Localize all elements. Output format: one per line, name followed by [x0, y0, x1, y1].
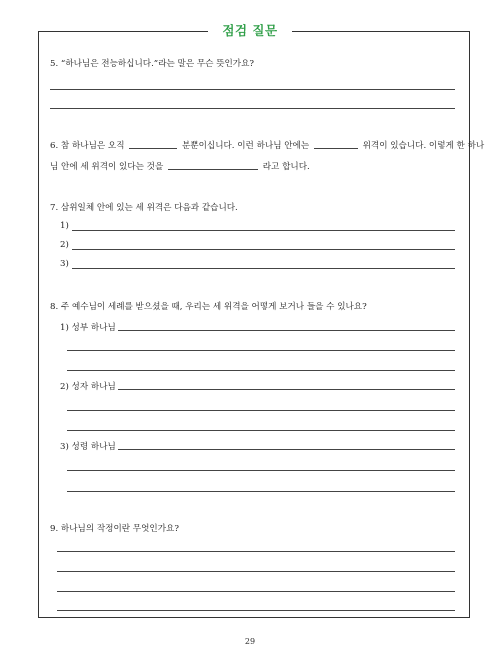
q6-blank-term[interactable] — [168, 160, 258, 170]
title-container — [0, 20, 500, 39]
question-8: 8. 주 예수님이 세례를 받으셨을 때, 우리는 세 위격을 어떻게 보거나 들을 수 있나요? — [50, 302, 367, 312]
q7-item-3-label: 3) — [60, 259, 69, 269]
q6-text-5: 라고 합니다. — [262, 162, 310, 172]
q6-blank-count[interactable] — [129, 139, 177, 149]
q8-father-line-2[interactable] — [67, 350, 455, 351]
q8-spirit-line-1[interactable] — [118, 449, 455, 450]
page-title: 점검 질문 — [208, 21, 291, 39]
q7-item-1-line[interactable] — [72, 230, 455, 231]
answer-line-q9-2[interactable] — [57, 571, 455, 572]
q8-son-line-1[interactable] — [118, 389, 455, 390]
q6-text-2: 분뿐이십니다. 이런 하나님 안에는 — [181, 141, 310, 151]
q6-text-1: 6. 참 하나님은 오직 — [50, 141, 125, 151]
q8-spirit-line-3[interactable] — [67, 491, 455, 492]
q8-father-line-1[interactable] — [118, 330, 455, 331]
q7-item-1-label: 1) — [60, 221, 69, 231]
q6-text-3: 위격이 있습니다. 이렇게 한 하나 — [362, 141, 485, 151]
answer-line-q5-2[interactable] — [50, 108, 455, 109]
q8-spirit-line-2[interactable] — [67, 470, 455, 471]
question-7: 7. 삼위일체 안에 있는 세 위격은 다음과 같습니다. — [50, 203, 238, 213]
question-5: 5. “하나님은 전능하십니다.”라는 말은 무슨 뜻인가요? — [50, 59, 255, 69]
question-6-line-1 — [50, 139, 484, 151]
answer-line-q9-4[interactable] — [57, 610, 455, 611]
q8-father-line-3[interactable] — [67, 370, 455, 371]
q7-item-2-line[interactable] — [72, 249, 455, 250]
question-6-line-2 — [50, 160, 310, 172]
q8-spirit-label: 3) 성령 하나님 — [60, 442, 116, 452]
q8-son-line-3[interactable] — [67, 430, 455, 431]
q8-son-label: 2) 성자 하나님 — [60, 382, 116, 392]
answer-line-q9-1[interactable] — [57, 551, 455, 552]
q8-father-label: 1) 성부 하나님 — [60, 323, 116, 333]
q7-item-3-line[interactable] — [72, 268, 455, 269]
q6-text-4: 님 안에 세 위격이 있다는 것을 — [50, 162, 164, 172]
q6-blank-persons[interactable] — [314, 139, 358, 149]
question-9: 9. 하나님의 작정이란 무엇인가요? — [50, 524, 179, 534]
page-number: 29 — [244, 637, 256, 646]
answer-line-q9-3[interactable] — [57, 591, 455, 592]
q7-item-2-label: 2) — [60, 240, 69, 250]
q8-son-line-2[interactable] — [67, 410, 455, 411]
answer-line-q5-1[interactable] — [50, 89, 455, 90]
